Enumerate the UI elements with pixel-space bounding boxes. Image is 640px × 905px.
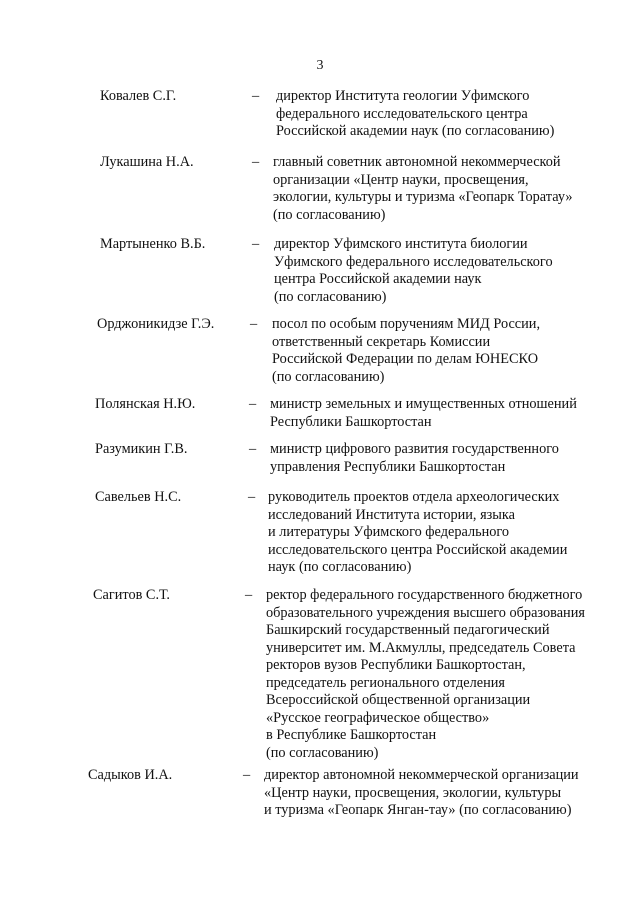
member-position [276, 88, 624, 141]
position-line: (по согласованию) [272, 368, 385, 385]
member-position [272, 316, 620, 386]
position-line: Российской Федерации по делам ЮНЕСКО [272, 351, 539, 367]
position-line: главный советник автономной некоммерческой [273, 154, 561, 170]
member-name: Савельев Н.С. [95, 489, 182, 505]
position-line: ректор федерального государственного бюджетного [266, 587, 583, 603]
page-number: 3 [316, 58, 324, 73]
member-position [264, 767, 612, 820]
position-line: ректоров вузов Республики Башкортостан, [266, 657, 526, 673]
position-line: центра Российской академии наук [274, 271, 482, 287]
member-name: Лукашина Н.А. [100, 154, 194, 170]
position-line: руководитель проектов отдела археологических [268, 489, 560, 505]
dash-separator: – [252, 154, 260, 170]
position-line: Всероссийской общественной организации [266, 692, 531, 708]
member-position [274, 236, 622, 306]
position-line: директор Института геологии Уфимского [276, 88, 530, 104]
member-position [268, 489, 616, 577]
position-line: Уфимского федерального исследовательского [274, 253, 553, 270]
dash-separator: – [252, 236, 260, 252]
position-line: (по согласованию) [274, 288, 387, 305]
position-line: (по согласованию) [273, 206, 386, 223]
position-line: «Центр науки, просвещения, экологии, культуры [264, 784, 562, 801]
dash-separator: – [250, 316, 258, 332]
member-name: Ковалев С.Г. [100, 88, 177, 104]
position-line: посол по особым поручениям МИД России, [272, 316, 541, 332]
position-line: Республики Башкортостан [270, 413, 432, 430]
position-line: директор Уфимского института биологии [274, 236, 528, 252]
member-name: Мартыненко В.Б. [100, 236, 206, 252]
dash-separator: – [248, 489, 256, 505]
position-line: Башкирский государственный педагогический [266, 622, 550, 638]
position-line: председатель регионального отделения [266, 674, 505, 691]
position-line: управления Республики Башкортостан [270, 458, 506, 475]
position-line: ответственный секретарь Комиссии [272, 333, 491, 350]
member-position [270, 441, 618, 476]
position-line: наук (по согласованию) [268, 559, 412, 575]
dash-separator: – [249, 396, 257, 412]
position-line: Российской академии наук (по согласованию) [276, 123, 555, 139]
member-name: Садыков И.А. [88, 767, 173, 783]
position-line: исследовательского центра Российской академии [268, 541, 568, 558]
member-name: Полянская Н.Ю. [95, 396, 196, 412]
dash-separator: – [252, 88, 260, 104]
position-line: образовательного учреждения высшего образования [266, 604, 585, 621]
member-name: Сагитов С.Т. [93, 587, 170, 603]
position-line: (по согласованию) [266, 744, 379, 761]
position-line: «Русское географическое общество» [266, 709, 490, 726]
member-position [273, 154, 621, 224]
position-line: министр цифрового развития государственного [270, 441, 559, 457]
position-line: и литературы Уфимского федерального [268, 524, 510, 540]
position-line: университет им. М.Акмуллы, председатель Совета [266, 639, 576, 656]
member-name: Орджоникидзе Г.Э. [97, 316, 215, 332]
member-position [270, 396, 618, 431]
member-name: Разумикин Г.В. [95, 441, 188, 457]
position-line: министр земельных и имущественных отношений [270, 396, 577, 412]
position-line: и туризма «Геопарк Янган-тау» (по согласованию) [264, 802, 572, 818]
position-line: исследований Института истории, языка [268, 506, 515, 523]
position-line: экологии, культуры и туризма «Геопарк Торатау» [273, 189, 573, 205]
position-line: организации «Центр науки, просвещения, [273, 171, 529, 188]
position-line: в Республике Башкортостан [266, 727, 437, 743]
position-line: федерального исследовательского центра [276, 105, 528, 122]
member-position [266, 587, 614, 762]
dash-separator: – [243, 767, 251, 783]
dash-separator: – [249, 441, 257, 457]
dash-separator: – [245, 587, 253, 603]
position-line: директор автономной некоммерческой организации [264, 767, 579, 783]
